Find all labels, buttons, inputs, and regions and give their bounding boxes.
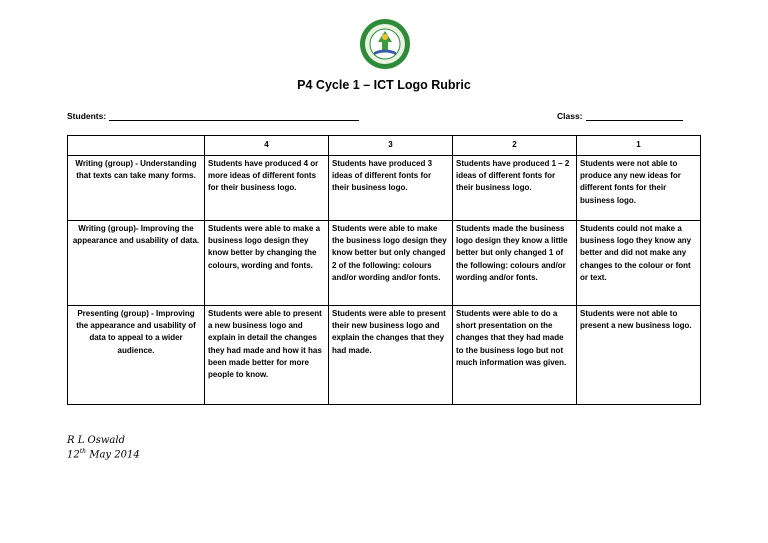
students-field[interactable] — [67, 110, 359, 121]
descriptor-cell: Students could not make a business logo they know any better and did not make any changes to the colour or font or text. — [577, 221, 701, 306]
class-label: Class: — [557, 111, 583, 121]
page-title: P4 Cycle 1 – ICT Logo Rubric — [297, 78, 471, 92]
header-cell-3: 3 — [329, 136, 453, 156]
descriptor-cell: Students were able to present their new business logo and explain the changes that they had made. — [329, 306, 453, 405]
criterion-cell: Writing (group) - Understanding that texts can take many forms. — [68, 156, 205, 221]
date-day-suffix: th — [79, 448, 87, 455]
header-cell-1: 1 — [577, 136, 701, 156]
descriptor-cell: Students were able to do a short presentation on the changes that they had made to the business logo but not much information was given. — [453, 306, 577, 405]
signature-block — [67, 435, 140, 460]
descriptor-cell: Students were able to make the business logo design they know better but only changed 2 of the following: colours and/or wording and/or fonts. — [329, 221, 453, 306]
students-line[interactable] — [109, 110, 359, 121]
rubric-table — [67, 135, 701, 405]
date-month-year: May 2014 — [89, 449, 140, 461]
table-row — [68, 306, 701, 405]
signature-name: R L Oswald — [67, 435, 125, 446]
header-cell-blank — [68, 136, 205, 156]
table-row — [68, 221, 701, 306]
header-cell-2: 2 — [453, 136, 577, 156]
descriptor-cell: Students were not able to present a new business logo. — [577, 306, 701, 405]
criterion-cell: Presenting (group) - Improving the appearance and usability of data to appeal to a wider audience. — [68, 306, 205, 405]
signature-date — [67, 446, 140, 460]
school-crest-icon — [359, 18, 411, 70]
header-cell-4: 4 — [205, 136, 329, 156]
descriptor-cell: Students have produced 4 or more ideas of different fonts for their business logo. — [205, 156, 329, 221]
descriptor-cell: Students were not able to produce any new ideas for different fonts for their business logo. — [577, 156, 701, 221]
descriptor-cell: Students have produced 3 ideas of different fonts for their business logo. — [329, 156, 453, 221]
descriptor-cell: Students have produced 1 – 2 ideas of different fonts for their business logo. — [453, 156, 577, 221]
descriptor-cell: Students were able to make a business logo design they know better by changing the colours, wording and fonts. — [205, 221, 329, 306]
descriptor-cell: Students made the business logo design they know a little better but only changed 1 of the following: colours and/or wording and/or fonts. — [453, 221, 577, 306]
criterion-cell: Writing (group)- Improving the appearance and usability of data. — [68, 221, 205, 306]
descriptor-cell: Students were able to present a new business logo and explain in detail the changes they had made and how it has been made better for more people to know. — [205, 306, 329, 405]
class-field[interactable] — [557, 110, 683, 121]
date-day: 12 — [67, 449, 80, 461]
header-row — [68, 136, 701, 156]
students-label: Students: — [67, 111, 107, 121]
table-row — [68, 156, 701, 221]
class-line[interactable] — [586, 110, 683, 121]
